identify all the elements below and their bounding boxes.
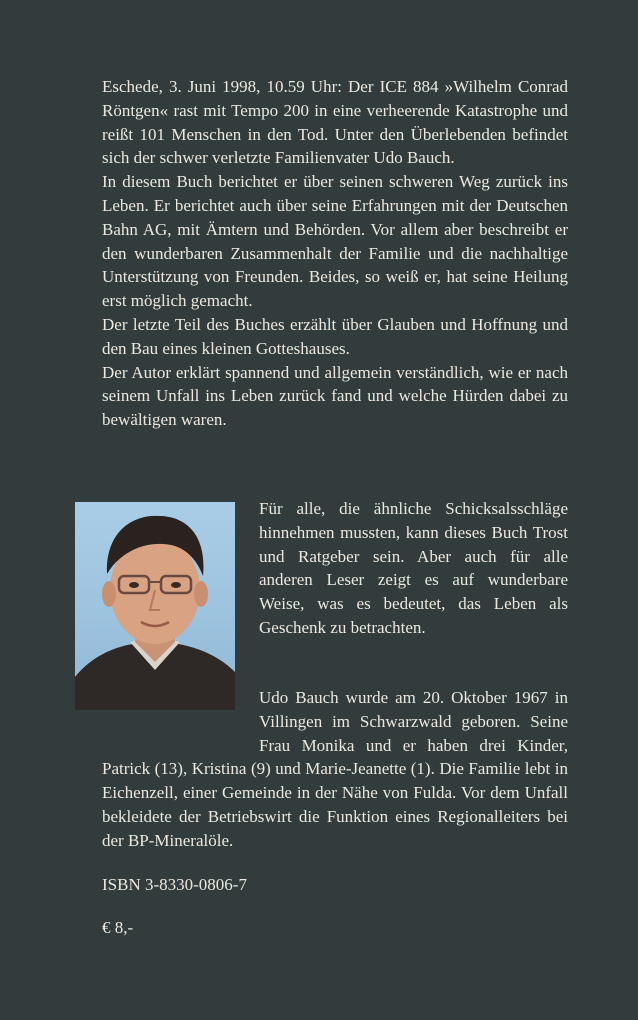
- photo-spacer: [102, 686, 259, 734]
- blurb-paragraph: Eschede, 3. Juni 1998, 10.59 Uhr: Der ICE 884 »Wilhelm Conrad Röntgen« rast mit Tempo 200 in eine verheerende Katastrophe und reißt 101 Menschen in den Tod. Unter den Überlebenden befindet sich der schwer verletzte Familienvater Udo Bauch.: [102, 77, 568, 168]
- author-bio-text: Udo Bauch wurde am 20. Oktober 1967 in Villingen im Schwarzwald geboren. Seine Frau Monika und er haben drei Kinder, Patrick (13), Kristina (9) und Marie-Jeanette (1). Die Familie lebt in Eichenzell, einer Gemeinde in der Nähe von Fulda. Vor dem Unfall bekleidete der Betriebswirt die Funktion eines Regionalleiters bei der BP-Mineralöle.: [102, 688, 568, 850]
- price: € 8,-: [102, 918, 134, 937]
- blurb-paragraph: In diesem Buch berichtet er über seinen schweren Weg zurück ins Leben. Er berichtet auch über seine Erfahrungen mit der Deutschen Bahn AG, mit Ämtern und Behörden. Vor allem aber beschreibt er den wunderbaren Zusammenhalt der Familie und die nachhaltige Unterstützung von Freunden. Beides, so weiß er, hat seine Heilung erst möglich gemacht.: [102, 172, 568, 311]
- author-bio: [102, 686, 568, 853]
- blurb-paragraph: Der letzte Teil des Buches erzählt über Glauben und Hoffnung und den Bau eines kleinen Gotteshauses.: [102, 314, 568, 358]
- blurb-paragraph: Der Autor erklärt spannend und allgemein verständlich, wie er nach seinem Unfall ins Leben zurück fand und welche Hürden dabei zu bewältigen waren.: [102, 362, 568, 430]
- blurb-text: [102, 75, 568, 432]
- comfort-text: Für alle, die ähnliche Schicksalsschläge hinnehmen mussten, kann dieses Buch Trost und Ratgeber sein. Aber auch für alle anderen Leser zeigt es auf wunderbare Weise, was es bedeutet, das Leben als Geschenk zu betrachten.: [259, 499, 568, 637]
- author-photo: [75, 502, 235, 710]
- isbn: ISBN 3-8330-0806-7: [102, 875, 247, 894]
